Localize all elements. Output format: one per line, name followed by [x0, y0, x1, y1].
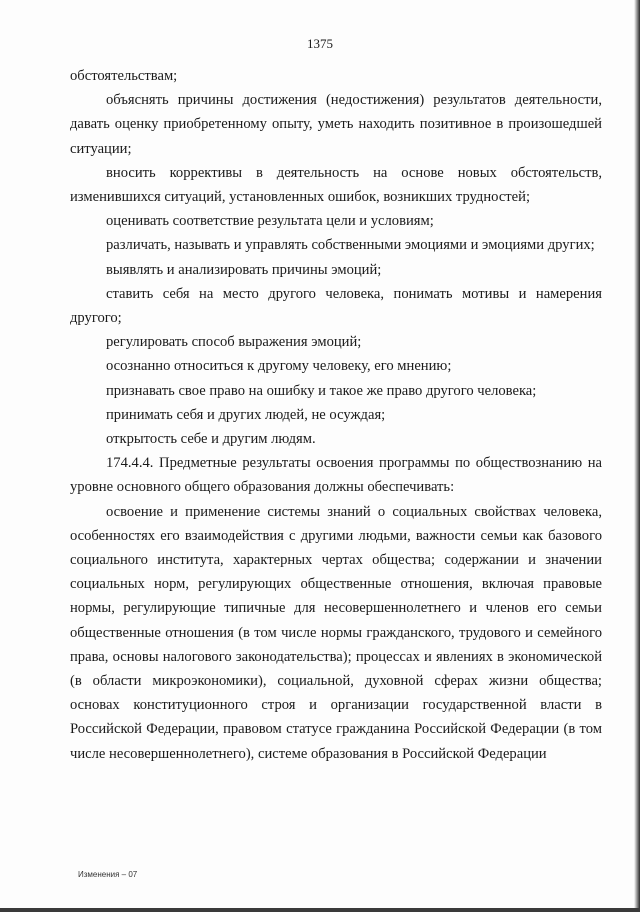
paragraph: выявлять и анализировать причины эмоций;: [106, 261, 382, 278]
page-number: 1375: [307, 36, 333, 51]
paragraph: регулировать способ выражения эмоций;: [106, 334, 362, 351]
paragraph: вносить коррективы в деятельность на основе новых обстоятельств, изменившихся ситуаций, установленных ошибок, возникших трудностей;: [70, 164, 602, 206]
scan-edge-shadow: [634, 0, 640, 912]
scan-edge-bottom: [0, 908, 640, 912]
document-body: [70, 64, 602, 766]
section-paragraph: 174.4.4. Предметные результаты освоения программы по обществознанию на уровне основного общего образования должны обеспечивать:: [70, 455, 602, 496]
paragraph: осознанно относиться к другому человеку, его мнению;: [106, 358, 452, 375]
paragraph: признавать свое право на ошибку и такое же право другого человека;: [106, 382, 537, 399]
paragraph: оценивать соответствие результата цели и условиям;: [106, 213, 434, 230]
paragraph: принимать себя и других людей, не осуждая;: [106, 406, 386, 423]
paragraph: ставить себя на место другого человека, понимать мотивы и намерения другого;: [70, 285, 602, 327]
paragraph: различать, называть и управлять собственными эмоциями и эмоциями других;: [106, 237, 595, 254]
paragraph: освоение и применение системы знаний о социальных свойствах человека, особенностях его взаимодействия с другими людьми, важности семьи как базового социального института, характерных чертах общества; содержании и значении социальных норм, регулирующих общественные отношения, включая правовые нормы, регулирующие типичные для несовершеннолетнего и членов его семьи общественные отношения (в том числе нормы гражданского, трудового и семейного права, основы налогового законодательства); процессах и явлениях в экономической (в области микроэкономики), социальной, духовной сферах жизни общества; основах конституционного строя и организации государственной власти в Российской Федерации, правовом статусе гражданина Российской Федерации (в том числе несовершеннолетнего), системе образования в Российской Федерации: [70, 503, 602, 762]
paragraph: обстоятельствам;: [70, 68, 178, 84]
paragraph: объяснять причины достижения (недостижения) результатов деятельности, давать оценку приобретенному опыту, уметь находить позитивное в произошедшей ситуации;: [70, 92, 602, 157]
page-footer: Изменения – 07: [78, 870, 138, 879]
paragraph: открытость себе и другим людям.: [106, 431, 316, 448]
